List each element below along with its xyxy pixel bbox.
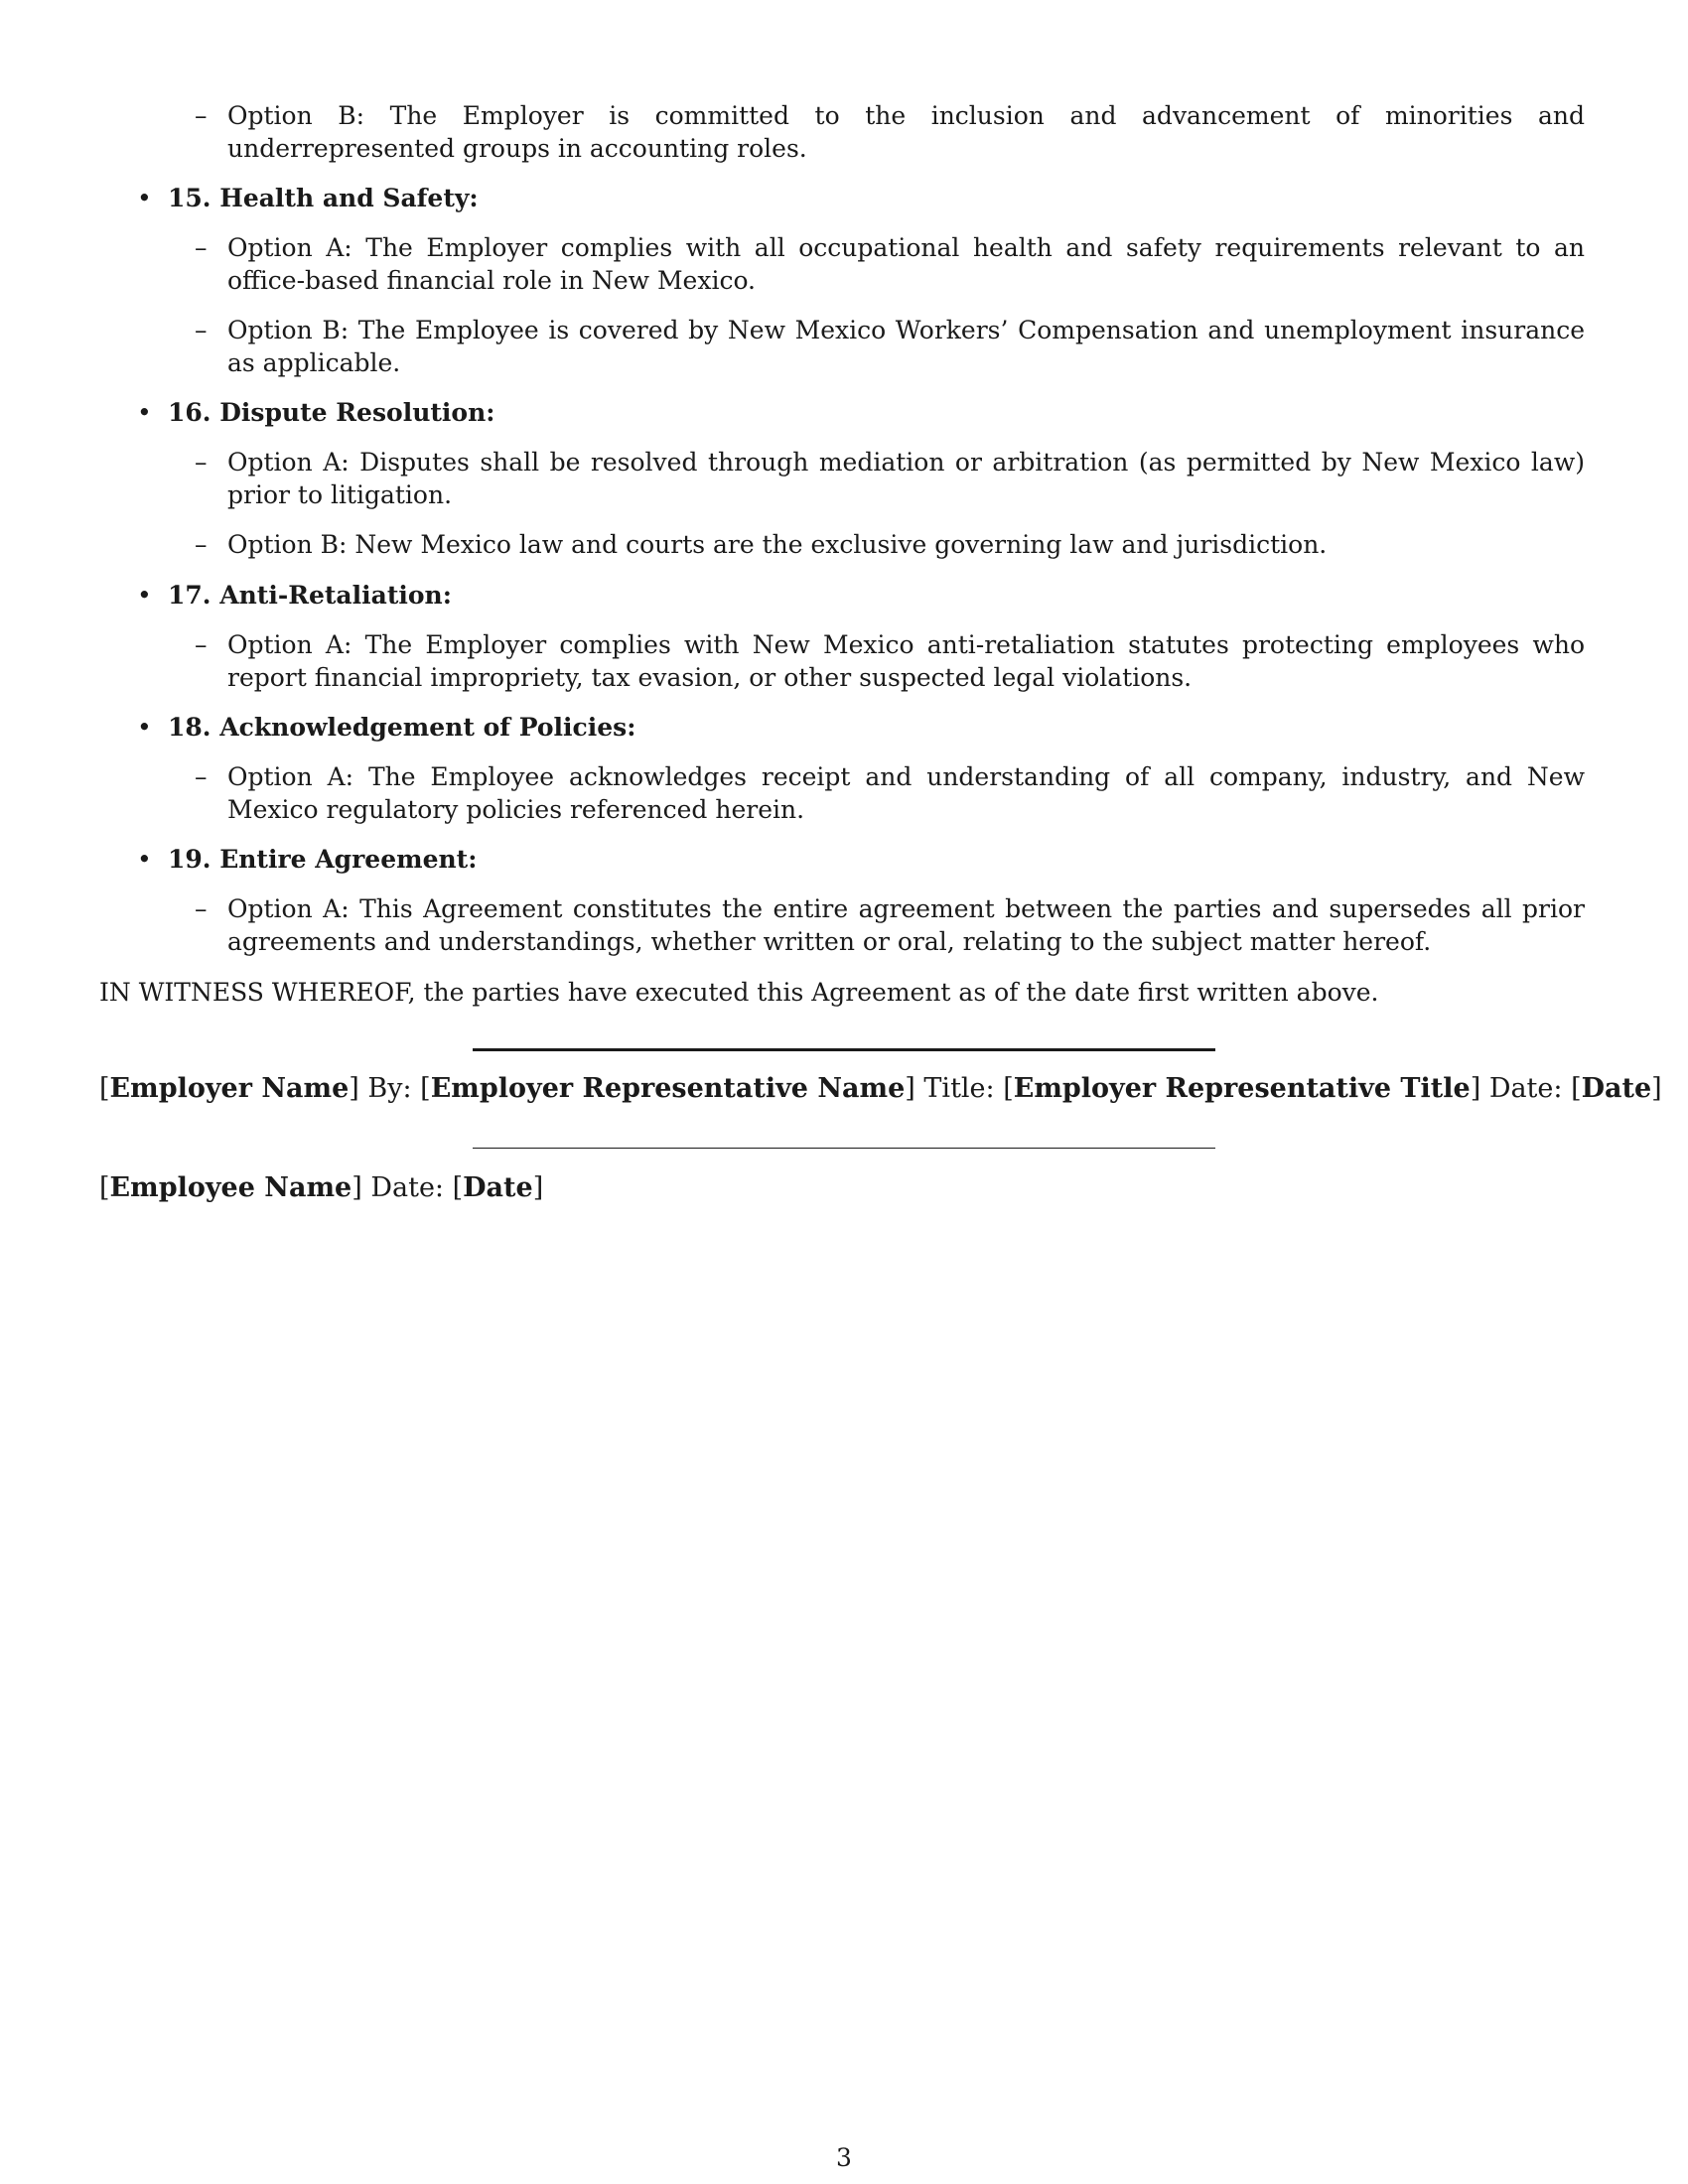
witness-clause: IN WITNESS WHEREOF, the parties have executed this Agreement as of the date first written above. xyxy=(99,978,1379,1007)
section-anti-retaliation xyxy=(137,579,1585,694)
option-label: Option A: xyxy=(227,630,352,659)
section-heading xyxy=(137,843,1585,876)
option-text: The Employer is committed to the inclusion and advancement of minorities and underrepresented groups in accounting roles. xyxy=(227,101,1585,163)
employee-name-placeholder: Employee Name xyxy=(109,1172,352,1203)
carryover-option xyxy=(195,99,1585,165)
employer-date-placeholder: Date xyxy=(1581,1073,1652,1104)
option-label: Option A: xyxy=(227,894,350,923)
option-text: This Agreement constitutes the entire agreement between the parties and supersedes all prior agreements and understandings, whether written or oral, relating to the subject matter hereof. xyxy=(227,894,1586,956)
section-heading xyxy=(137,579,1585,612)
title-label: Title: xyxy=(923,1073,995,1104)
option-item xyxy=(195,446,1585,511)
employee-signature-line xyxy=(473,1148,1215,1149)
option-label: Option B: xyxy=(227,101,365,130)
bullet-marker: • xyxy=(137,713,152,742)
employer-signature-line xyxy=(473,1048,1215,1051)
dash-marker: – xyxy=(195,101,208,130)
option-text: The Employer complies with all occupational health and safety requirements relevant to an office-based financial role in New Mexico. xyxy=(227,233,1585,295)
option-item xyxy=(195,892,1585,958)
option-item xyxy=(195,628,1585,694)
employee-date-placeholder: Date xyxy=(463,1172,533,1203)
option-item xyxy=(195,231,1585,297)
date-label: Date: xyxy=(1488,1073,1563,1104)
by-label: By: xyxy=(367,1073,412,1104)
dash-marker: – xyxy=(195,630,208,659)
employer-rep-name-placeholder: Employer Representative Name xyxy=(430,1073,906,1104)
option-text: The Employer complies with New Mexico anti-retaliation statutes protecting employees who report financial impropriety, tax evasion, or other suspected legal violations. xyxy=(227,630,1586,692)
section-dispute-resolution xyxy=(137,396,1585,561)
employer-name-placeholder: Employer Name xyxy=(109,1073,350,1104)
section-acknowledgement-of-policies xyxy=(137,711,1585,826)
section-entire-agreement xyxy=(137,843,1585,958)
employer-signature-block: [Employer Name] By: [Employer Representative Name] Title: [Employer Representative Title] Date: [Date] xyxy=(99,1073,1662,1104)
option-text: New Mexico law and courts are the exclusive governing law and jurisdiction. xyxy=(354,530,1328,559)
bullet-marker: • xyxy=(137,398,152,427)
dash-marker: – xyxy=(195,530,208,559)
option-item xyxy=(195,528,1585,561)
section-heading-text: 19. Entire Agreement: xyxy=(168,845,478,874)
option-item xyxy=(195,99,1585,165)
section-heading xyxy=(137,396,1585,429)
option-label: Option A: xyxy=(227,448,350,477)
section-health-and-safety xyxy=(137,182,1585,379)
section-heading-text: 16. Dispute Resolution: xyxy=(168,398,495,427)
bullet-marker: • xyxy=(137,581,152,610)
section-heading-text: 15. Health and Safety: xyxy=(168,184,479,212)
dash-marker: – xyxy=(195,762,208,791)
option-text: The Employee is covered by New Mexico Workers’ Compensation and unemployment insurance as applicable. xyxy=(227,316,1586,377)
page-number: 3 xyxy=(836,2143,852,2172)
option-item xyxy=(195,314,1585,379)
section-heading-text: 18. Acknowledgement of Policies: xyxy=(168,713,636,742)
dash-marker: – xyxy=(195,894,208,923)
employee-signature-block: [Employee Name] Date: [Date] xyxy=(99,1172,544,1203)
dash-marker: – xyxy=(195,233,208,262)
option-item xyxy=(195,760,1585,826)
option-label: Option A: xyxy=(227,233,352,262)
option-label: Option A: xyxy=(227,762,354,791)
date-label: Date: xyxy=(370,1172,445,1203)
dash-marker: – xyxy=(195,448,208,477)
bullet-marker: • xyxy=(137,845,152,874)
option-label: Option B: xyxy=(227,316,350,344)
section-heading xyxy=(137,711,1585,744)
dash-marker: – xyxy=(195,316,208,344)
option-text: Disputes shall be resolved through mediation or arbitration (as permitted by New Mexico law) prior to litigation. xyxy=(227,448,1585,509)
option-label: Option B: xyxy=(227,530,348,559)
section-heading-text: 17. Anti-Retaliation: xyxy=(168,581,452,610)
bullet-marker: • xyxy=(137,184,152,212)
section-heading xyxy=(137,182,1585,214)
option-text: The Employee acknowledges receipt and understanding of all company, industry, and New Mexico regulatory policies referenced herein. xyxy=(227,762,1585,824)
employer-rep-title-placeholder: Employer Representative Title xyxy=(1013,1073,1471,1104)
